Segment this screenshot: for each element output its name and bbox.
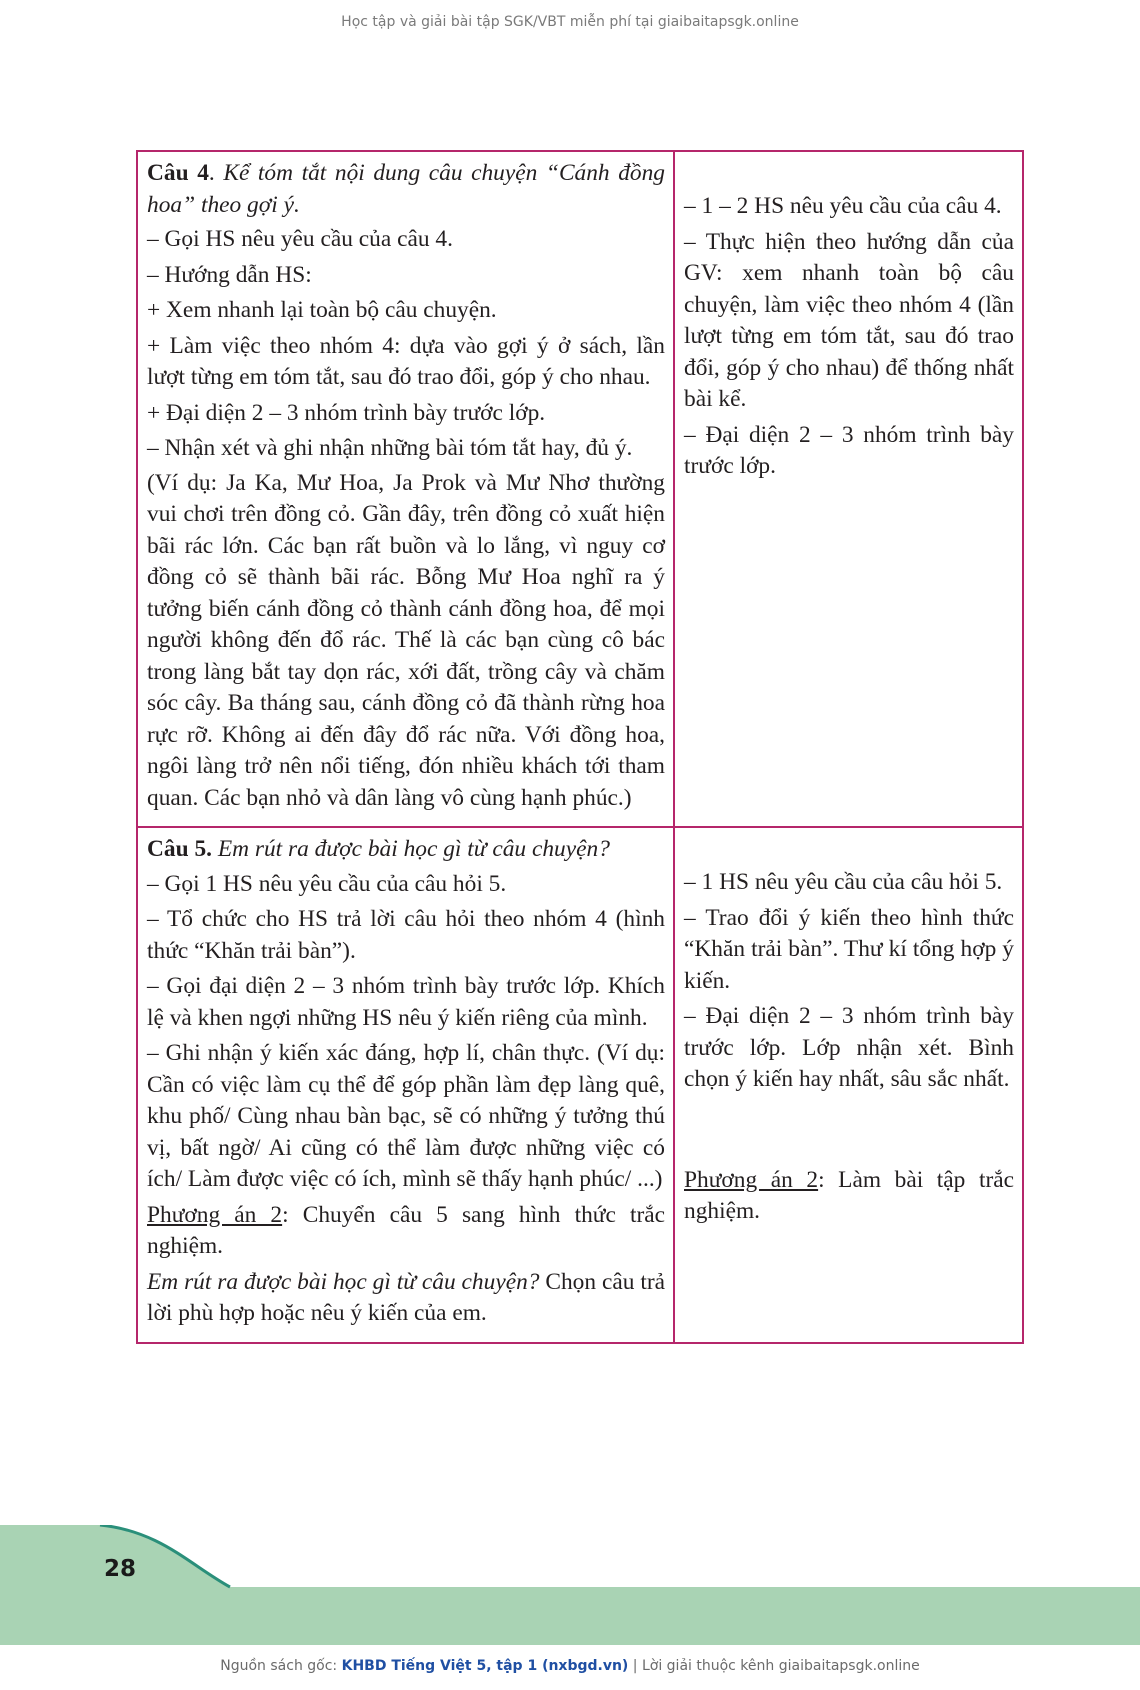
cell-spacer (684, 158, 1014, 191)
footer-band (0, 1525, 1140, 1645)
list-item: – Nhận xét và ghi nhận những bài tóm tắt hay, đủ ý. (147, 435, 633, 461)
question-prompt: Kể tóm tắt nội dung câu chuyện “Cánh đồng hoa” theo gợi ý. (147, 160, 666, 218)
option-2-response (684, 1165, 1014, 1228)
list-item: – Đại diện 2 – 3 nhóm trình bày trước lớp. Lớp nhận xét. Bình chọn ý kiến hay nhất, sâu sắc nhất. (684, 1003, 1014, 1092)
list-item: – 1 HS nêu yêu cầu của câu hỏi 5. (684, 869, 1003, 895)
table-row (137, 827, 1023, 1343)
option-label: Phương án 2 (147, 1201, 283, 1228)
list-item: – Hướng dẫn HS: (147, 261, 312, 288)
option-text: : Chuyển câu 5 sang hình thức trắc nghiệm. (147, 1201, 666, 1259)
list-item: – 1 – 2 HS nêu yêu cầu của câu 4. (684, 193, 1002, 219)
list-item: – Ghi nhận ý kiến xác đáng, hợp lí, chân thực. (Ví dụ: Cần có việc làm cụ thể để góp phần làm đẹp làng quê, khu phố/ Cùng nhau bàn bạc, sẽ có những ý tưởng thú vị, bất ngờ/ Ai cũng có thể làm được những việc có ích/ Làm được việc có ích, mình sẽ thấy hạnh phúc/ ...) (147, 1040, 665, 1192)
source-credit (0, 1658, 1140, 1674)
list-item: – Trao đổi ý kiến theo hình thức “Khăn trải bàn”. Thư kí tổng hợp ý kiến. (684, 904, 1014, 994)
list-item: + Xem nhanh lại toàn bộ câu chuyện. (147, 297, 497, 323)
top-banner: Học tập và giải bài tập SGK/VBT miễn phí tại giaibaitapsgk.online (341, 14, 799, 30)
list-item: – Đại diện 2 – 3 nhóm trình bày trước lớp. (684, 421, 1014, 479)
list-item: – Tổ chức cho HS trả lời câu hỏi theo nhóm 4 (hình thức “Khăn trải bàn”). (147, 906, 665, 964)
credit-prefix: Nguồn sách gốc: (220, 1658, 342, 1674)
final-question (147, 1267, 665, 1330)
option-text: : Làm bài tập trắc nghiệm. (684, 1166, 1014, 1224)
question-heading (147, 834, 665, 866)
list-item: + Làm việc theo nhóm 4: dựa vào gợi ý ở sách, lần lượt từng em tóm tắt, sau đó trao đổi, góp ý cho nhau. (147, 332, 665, 390)
cell-spacer (684, 1100, 1014, 1165)
cell-spacer (684, 834, 1014, 867)
source-link[interactable]: KHBD Tiếng Việt 5, tập 1 (nxbgd.vn) (341, 1658, 629, 1674)
option-label: Phương án 2 (684, 1166, 819, 1193)
list-item: – Gọi HS nêu yêu cầu của câu 4. (147, 226, 453, 252)
page-number: 28 (104, 1556, 137, 1582)
question-number: Câu 4 (147, 160, 209, 186)
list-item: – Gọi đại diện 2 – 3 nhóm trình bày trước lớp. Khích lệ và khen ngợi những HS nêu ý kiến riêng của mình. (147, 973, 665, 1031)
option-2-instruction (147, 1200, 665, 1263)
list-item: – Gọi 1 HS nêu yêu cầu của câu hỏi 5. (147, 870, 507, 897)
question-prompt: Em rút ra được bài học gì từ câu chuyện? (217, 836, 610, 862)
heading-separator: . (208, 160, 224, 186)
list-item: – Thực hiện theo hướng dẫn của GV: xem nhanh toàn bộ câu chuyện, làm việc theo nhóm 4 (lần lượt từng em tóm tắt, sau đó trao đổi, góp ý cho nhau) để thống nhất bài kể. (684, 228, 1014, 412)
lesson-table (136, 150, 1024, 1344)
final-question-italic: Em rút ra được bài học gì từ câu chuyện? (147, 1268, 540, 1295)
example-summary: (Ví dụ: Ja Ka, Mư Hoa, Ja Prok và Mư Nhơ thường vui chơi trên đồng cỏ. Gần đây, trên đồng cỏ xuất hiện bãi rác lớn. Các bạn rất buồn và lo lắng, vì nguy cơ đồng cỏ sẽ thành bãi rác. Bỗng Mư Hoa nghĩ ra ý tưởng biến cánh đồng cỏ thành cánh đồng hoa, để mọi người không đến đổ rác. Thế là các bạn cùng cô bác trong làng bắt tay dọn rác, xới đất, trồng cây và chăm sóc cây. Ba tháng sau, cánh đồng cỏ đã thành rừng hoa rực rỡ. Không ai đến đây đổ rác nữa. Với đồng hoa, ngôi làng trở nên nổi tiếng, đón nhiều khách tới tham quan. Các bạn nhỏ và dân làng vô cùng hạnh phúc.) (147, 469, 665, 811)
question-number: Câu 5. (147, 836, 212, 862)
teacher-activity-cell (137, 827, 674, 1343)
final-question-rest: Chọn câu trả lời phù hợp hoặc nêu ý kiến của em. (147, 1268, 665, 1326)
list-item: + Đại diện 2 – 3 nhóm trình bày trước lớp. (147, 399, 546, 426)
credit-suffix: | Lời giải thuộc kênh giaibaitapsgk.online (628, 1658, 920, 1674)
question-heading (147, 158, 665, 221)
teacher-activity-cell (137, 151, 674, 827)
student-activity-cell (674, 827, 1023, 1343)
student-activity-cell (674, 151, 1023, 827)
table-row (137, 151, 1023, 827)
